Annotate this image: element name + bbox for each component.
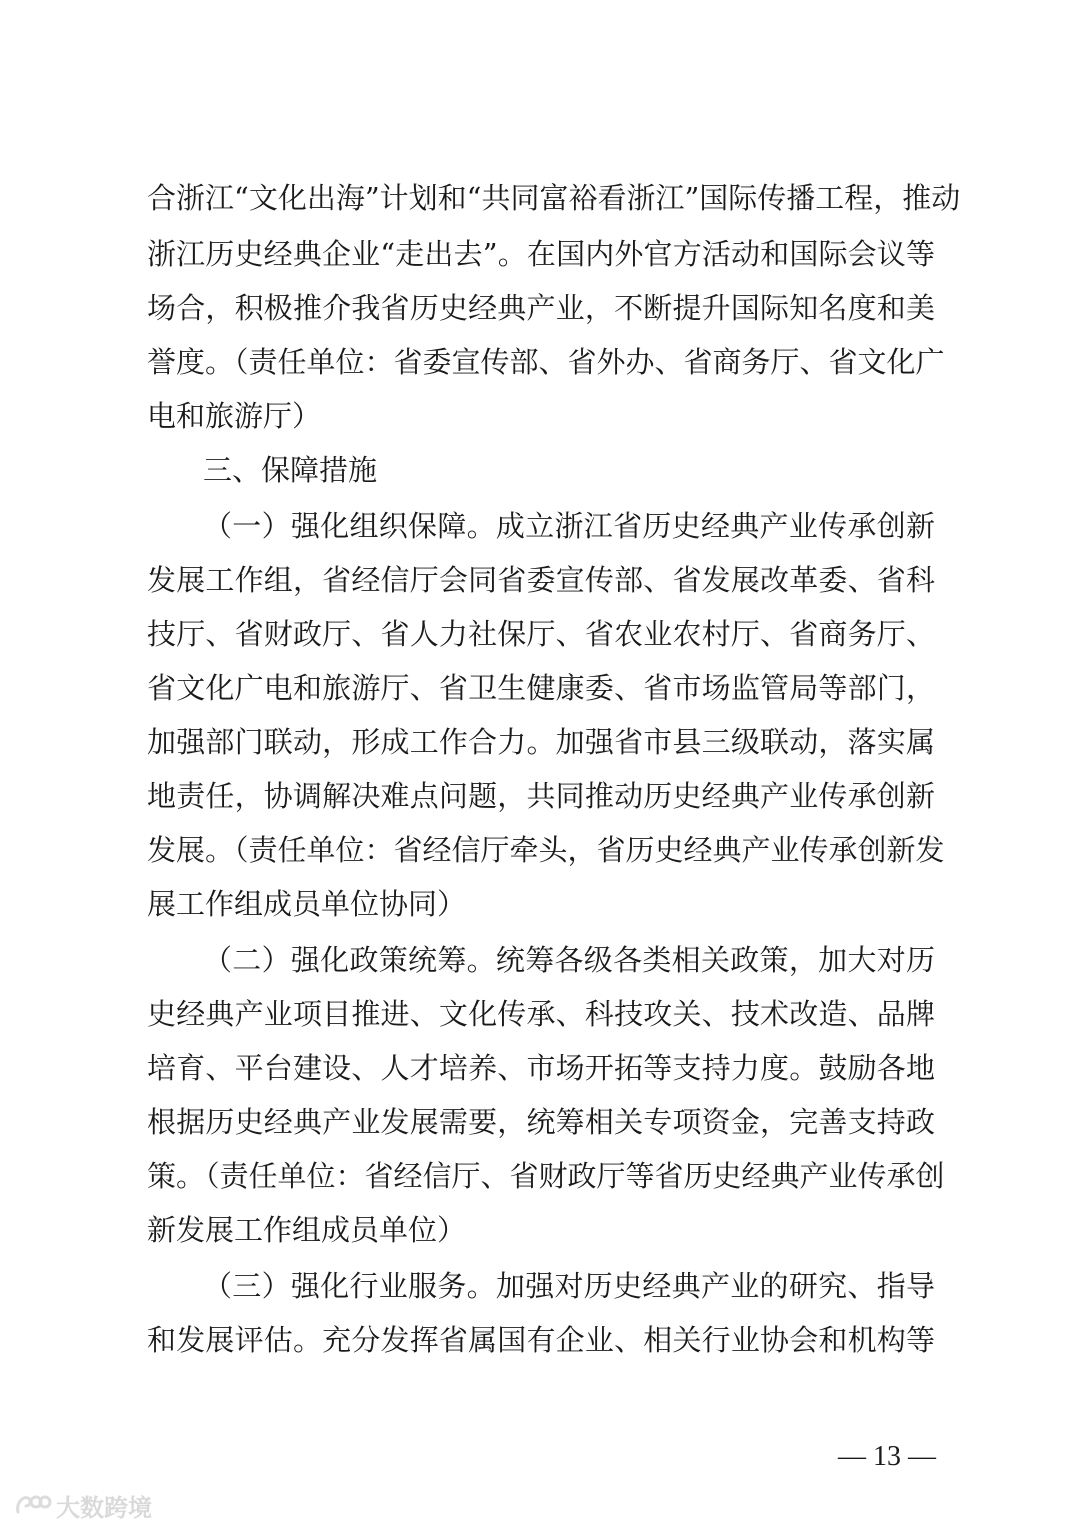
- paragraph-3-line: （三）强化行业服务。加强对历史经典产业的研究、指导: [203, 1269, 935, 1303]
- body-line: 浙江历史经典企业“走出去”。在国内外官方活动和国际会议等: [147, 237, 935, 271]
- page-number: — 13 —: [838, 1441, 936, 1472]
- paragraph-1-line: 技厅、省财政厅、省人力社保厅、省农业农村厅、省商务厅、: [147, 617, 935, 651]
- paragraph-2-line: 策。（责任单位：省经信厅、省财政厅等省历史经典产业传承创: [147, 1159, 945, 1193]
- paragraph-1-line: 省文化广电和旅游厅、省卫生健康委、省市场监管局等部门，: [147, 671, 935, 705]
- watermark-text: 大数跨境: [56, 1493, 152, 1522]
- paragraph-1-line: 加强部门联动，形成工作合力。加强省市县三级联动，落实属: [147, 725, 935, 759]
- body-line: 场合，积极推介我省历史经典产业，不断提升国际知名度和美: [147, 291, 935, 325]
- paragraph-1-line: 发展工作组，省经信厅会同省委宣传部、省发展改革委、省科: [147, 563, 935, 597]
- paragraph-2-line: 根据历史经典产业发展需要，统筹相关专项资金，完善支持政: [147, 1105, 935, 1139]
- paragraph-3-line: 和发展评估。充分发挥省属国有企业、相关行业协会和机构等: [147, 1323, 935, 1357]
- paragraph-2-line: 新发展工作组成员单位）: [147, 1213, 467, 1247]
- paragraph-2-line: 史经典产业项目推进、文化传承、科技攻关、技术改造、品牌: [147, 997, 935, 1031]
- section-heading: 三、保障措施: [203, 453, 378, 487]
- paragraph-2-line: 培育、平台建设、人才培养、市场开拓等支持力度。鼓励各地: [147, 1051, 935, 1085]
- paragraph-1-line: （一）强化组织保障。成立浙江省历史经典产业传承创新: [203, 509, 935, 543]
- paragraph-1-line: 发展。（责任单位：省经信厅牵头，省历史经典产业传承创新发: [147, 833, 945, 867]
- paragraph-1-line: 地责任，协调解决难点问题，共同推动历史经典产业传承创新: [147, 779, 935, 813]
- body-line: 电和旅游厅）: [147, 399, 322, 433]
- watermark-logo-icon: [14, 1492, 52, 1518]
- body-line: 誉度。（责任单位：省委宣传部、省外办、省商务厅、省文化广: [147, 345, 945, 379]
- watermark: [14, 1490, 152, 1520]
- paragraph-2-line: （二）强化政策统筹。统筹各级各类相关政策，加大对历: [203, 943, 935, 977]
- paragraph-1-line: 展工作组成员单位协同）: [147, 887, 467, 921]
- body-line: 合浙江“文化出海”计划和“共同富裕看浙江”国际传播工程，推动: [147, 181, 961, 215]
